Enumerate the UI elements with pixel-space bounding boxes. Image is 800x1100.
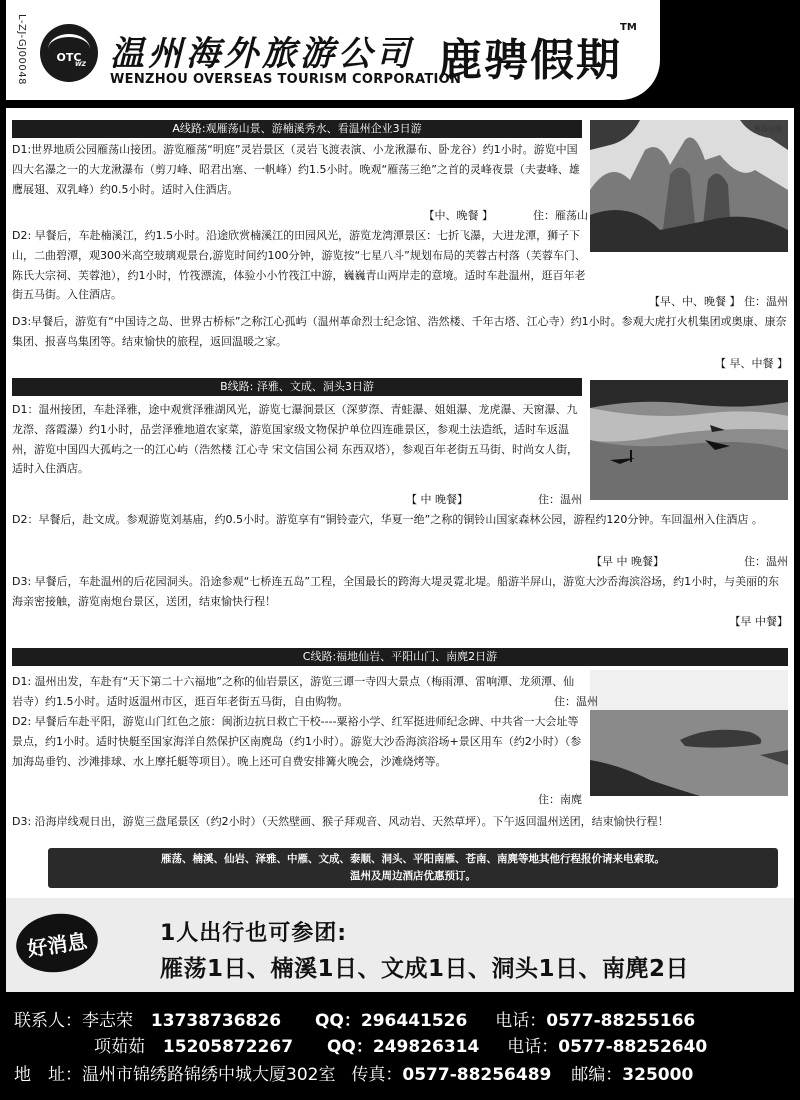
address: 温州市锦绣路锦绣中城大厦302室 <box>82 1065 336 1085</box>
route-a-day3 <box>12 312 788 352</box>
contact-person-1: 李志荣 <box>82 1011 133 1031</box>
promo-headline: 1人出行也可参团: <box>160 921 348 946</box>
route-b-day3-meal: 【早 中餐】 <box>729 615 788 628</box>
route-b-day2-stay: 住：温州 <box>744 555 788 568</box>
route-c-title: C线路:福地仙岩、平阳山门、南麂2日游 <box>12 648 788 666</box>
mobile-2: 15205872267 <box>162 1037 294 1057</box>
good-news-badge: 好消息 <box>12 909 101 978</box>
qq-label-1: QQ： <box>314 1011 361 1031</box>
promo-day-trips: 雁荡1日、楠溪1日、文成1日、洞头1日、南麂2日 <box>160 956 690 982</box>
route-a-day3-meal: 【 早、中餐 】 <box>715 357 788 370</box>
trademark-mark: TM <box>620 22 637 33</box>
route-c-day2-stay-row <box>12 790 582 810</box>
logo-text: OTC <box>56 50 82 64</box>
route-a-day3-text: D3:早餐后，游览有“中国诗之岛、世界古桥标”之称江心孤屿（温州革命烈士纪念馆、浩然楼、千年古塔、江心寺）约1小时。参观大虎打火机集团或奥康、康奈集团、报喜鸟集团等。结束愉快的旅程，返回温暖之家。 <box>12 315 787 348</box>
contact-row-3 <box>14 1060 693 1085</box>
route-b-title: B线路: 泽雅、文成、洞头3日游 <box>12 378 582 396</box>
route-b-day1-stay: 住：温州 <box>538 493 582 506</box>
company-name-cn: 温州海外旅游公司 <box>110 34 414 74</box>
route-b-day2-meal: 【早 中 晚餐】 <box>591 555 664 568</box>
registration-code: L-ZJ-GJ00048 <box>16 14 27 85</box>
route-a-photo <box>590 120 788 252</box>
tel-label-2: 电话： <box>507 1037 559 1057</box>
route-b-photo <box>590 380 788 500</box>
contact-row-2 <box>94 1032 707 1057</box>
qq-2: 249826314 <box>372 1037 480 1057</box>
route-b-day1 <box>12 400 588 479</box>
mobile-1: 13738736826 <box>150 1011 282 1031</box>
company-name-en: WENZHOU OVERSEAS TOURISM CORPORATION <box>110 72 462 87</box>
route-a-day1 <box>12 140 588 199</box>
other-routes-notice <box>48 848 778 888</box>
fax: 0577-88256489 <box>402 1065 552 1085</box>
qq-label-2: QQ： <box>326 1037 373 1057</box>
notice-line2: 温州及周边酒店优惠预订。 <box>350 870 476 882</box>
route-c-day3 <box>12 812 788 832</box>
route-b-day1-text: D1：温州接团，车赴泽雅，途中观赏泽雅湖风光，游览七瀑涧景区（深萝漈、青蛙瀑、姐姐瀑、龙虎瀑、天窗瀑、九龙漈、落霞瀑）约1小时，品尝泽雅地道农家菜，游览国家级文物保护单位四连碓景区，参观土法造纸，适时车返温州，游览中国四大孤屿之一的江心屿（浩然楼 江心寺 宋文信国公祠 东西双塔），参观百年老街五马街、时尚女人街，适时入住酒店。 <box>12 403 578 476</box>
route-b-day3-text: D3: 早餐后，车赴温州的后花园洞头。沿途参观“七桥连五岛”工程，全国最长的跨海大堤灵霓北堤。船游半屏山，游览大沙岙海滨浴场，约1小时，与美丽的东海亲密接触，游览南炮台景区，送团，结束愉快行程！ <box>12 575 780 608</box>
contact-row-1 <box>14 1006 695 1031</box>
promo-banner <box>6 896 794 992</box>
route-c-day1-stay-row <box>12 692 598 712</box>
otc-logo <box>40 24 98 82</box>
route-b-day2-meal-row <box>12 552 788 572</box>
route-c-day2-stay: 住：南麂 <box>538 793 582 806</box>
route-a-day1-meal: 【中、晚餐 】 <box>423 209 493 222</box>
route-c-day1-stay: 住：温州 <box>554 695 598 708</box>
tel-2: 0577-88252640 <box>558 1037 708 1057</box>
contact-label: 联系人： <box>14 1011 82 1031</box>
route-a-day1-text: D1:世界地质公园雁荡山接团。游览雁荡“明庭”灵岩景区（灵岩飞渡表演、小龙湫瀑布、卧龙谷）约1小时。游览中国四大名瀑之一的大龙湫瀑布（剪刀峰、昭君出塞、一帆峰）约1.5小时。晚观“雁荡三绝”之首的灵峰夜景（夫妻峰、雄鹰展翅、双乳峰）约0.5小时。适时入住酒店。 <box>12 143 580 196</box>
route-a-day2-meal: 【早、中、晚餐 】 <box>649 295 741 308</box>
zip-label: 邮编： <box>571 1065 623 1085</box>
route-c-day1-text: D1: 温州出发，车赴有“天下第二十六福地”之称的仙岩景区，游览三谭一寺四大景点（梅雨潭、雷响潭、龙须潭、仙岩寺）约1.5小时。适时返温州市区，逛百年老街五马街，自由购物。 <box>12 675 575 708</box>
route-b-day2-text: D2：早餐后，赴文成。参观游览刘基庙，约0.5小时。游览享有“铜铃壶穴，华夏一绝”之称的铜铃山国家森林公园，游程约120分钟。车回温州入住酒店 。 <box>12 513 763 526</box>
route-a-day2-text: D2: 早餐后，车赴楠溪江，约1.5小时。沿途欣赏楠溪江的田园风光，游览龙湾潭景区：七折飞瀑，大进龙潭，狮子下山，二曲碧潭，观300米高空玻璃观景台,游览时间约100分钟，游览按“七星八斗”规划布局的芙蓉古村落（芙蓉车门、陈氏大宗祠、芙蓉池），约1小时，竹筏漂流，体验小小竹筏江中游，巍巍青山两岸走的意境。适时车赴温州，逛百年老街五马街。入住酒店。 <box>12 229 586 302</box>
zip: 325000 <box>622 1065 694 1085</box>
route-a-day3-meal-row <box>12 354 788 374</box>
route-a-photo-caption: 雁荡山景 <box>754 125 782 133</box>
fax-label: 传真： <box>351 1065 403 1085</box>
route-a-day1-stay: 住：雁荡山 <box>533 209 588 222</box>
qq-1: 296441526 <box>360 1011 468 1031</box>
route-b-day3 <box>12 572 788 612</box>
tel-label-1: 电话： <box>495 1011 547 1031</box>
brand-name: 鹿骋假期 <box>438 35 622 86</box>
route-c-photo <box>590 670 788 796</box>
route-b-day1-meal-row <box>12 490 582 510</box>
contact-person-2: 项茹茹 <box>94 1037 145 1057</box>
header <box>6 0 660 100</box>
contact-footer <box>0 998 800 1100</box>
route-c-day2-text: D2: 早餐后车赴平阳，游览山门红色之旅：闽浙边抗日救亡干校----粟裕小学、红军挺进师纪念碑、中共省一大会址等景点，约1小时。适时快艇至国家海洋自然保护区南麂岛（约1小时）。游览大沙岙海滨浴场+景区用车（约2小时）（参加海岛垂钓、沙滩排球、水上摩托艇等项目）。晚上还可自费安排篝火晚会，沙滩烧烤等。 <box>12 715 582 768</box>
tel-1: 0577-88255166 <box>546 1011 696 1031</box>
route-c-day2 <box>12 712 584 771</box>
route-a-day1-meal-row <box>12 206 588 226</box>
route-b-day2 <box>12 510 772 530</box>
route-a-title: A线路:观雁荡山景、游楠溪秀水、看温州企业3日游 <box>12 120 582 138</box>
route-a-day2-meal-row <box>12 292 788 312</box>
route-a-day2-stay: 住：温州 <box>744 295 788 308</box>
route-c-day3-text: D3: 沿海岸线观日出，游览三盘尾景区（约2小时）（天然壁画、猴子拜观音、风动岩、天然草坪）。下午返回温州送团，结束愉快行程！ <box>12 815 669 828</box>
itinerary-panel <box>6 108 794 992</box>
address-label: 地 址： <box>14 1065 82 1085</box>
route-b-day3-meal-row <box>12 612 788 632</box>
logo-sub: WZ <box>75 61 86 68</box>
route-b-day1-meal: 【 中 晚餐】 <box>406 493 468 506</box>
notice-line1: 雁荡、楠溪、仙岩、泽雅、中雁、文成、泰顺、洞头、平阳南雁、苍南、南麂等地其他行程报价请来电索取。 <box>161 853 665 865</box>
